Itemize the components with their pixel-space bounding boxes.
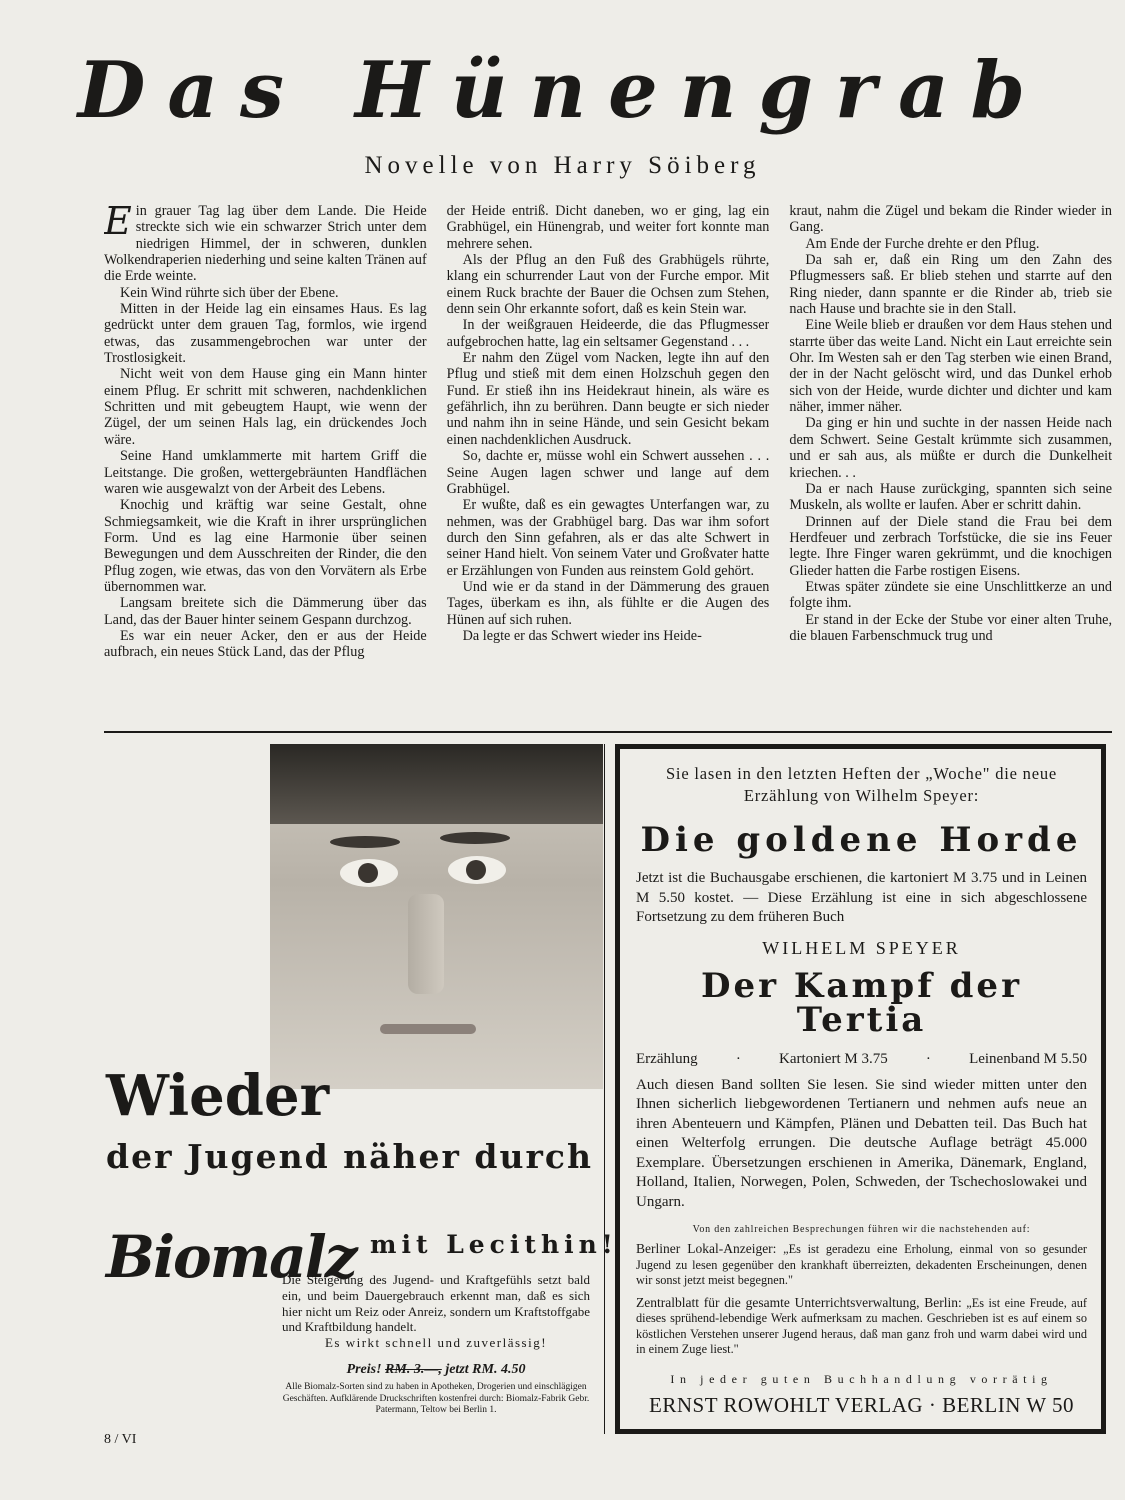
- brand-logo: Biomalz: [106, 1223, 356, 1291]
- portrait-right-eye: [448, 856, 506, 884]
- story-paragraph: Mitten in der Heide lag ein einsames Haus. Es lag gedrückt unter dem grauen Tag, formlos, wie irgend etwas, das zusammengebrochen war unter der Trostlosigkeit.: [104, 301, 427, 367]
- book-author: WILHELM SPEYER: [762, 937, 961, 958]
- book-2-price-linen: Leinenband M 5.50: [969, 1050, 1087, 1067]
- price-label: Preis!: [346, 1362, 382, 1377]
- book-title-1: Die goldene Horde: [640, 820, 1083, 860]
- ad-fineprint: Alle Biomalz-Sorten sind zu haben in Apotheken, Drogerien und einschlägigen Geschäften. Aufklärende Druckschriften kostenfrei durch: Biomalz-Fabrik Gebr. Patermann, Teltow bei Berlin 1.: [282, 1382, 590, 1415]
- publisher-name: ERNST ROWOHLT VERLAG · BERLIN W 50: [649, 1392, 1074, 1417]
- ad-headline: Wieder: [106, 1063, 330, 1129]
- book-2-text: Auch diesen Band sollten Sie lesen. Sie sind wieder mitten unter den Ihnen sicherlich liebgewordenen Tertianern und nehmen aufs neue an ihren Abenteuern und Kämpfen, Plänen und Debatten teil. Das Buch hat einen Welterfolg errungen. Die deutsche Auflage beträgt 45.000 Exemplare. Übersetzungen erschienen in Amerika, Dänemark, England, Holland, Italien, Norwegen, Polen, Schweden, der Tschechoslowakei und Ungarn.: [636, 1076, 1087, 1210]
- portrait-image: [270, 744, 603, 1089]
- story-paragraph: kraut, nahm die Zügel und bekam die Rinder wieder in Gang.: [789, 203, 1112, 236]
- book-2-details: [636, 1051, 1087, 1068]
- book-ad-intro: Sie lasen in den letzten Heften der „Woche" die neue Erzählung von Wilhelm Speyer:: [665, 764, 1058, 805]
- drop-cap: E: [104, 203, 132, 243]
- separator: ·: [925, 1050, 931, 1067]
- story-paragraph: Seine Hand umklammerte mit hartem Griff die Leitstange. Die großen, wettergebräunten Handflächen waren wie ausgewalzt von der Arbeit des Lebens.: [104, 448, 427, 497]
- story-paragraph: So, dachte er, müsse wohl ein Schwert aussehen . . . Seine Augen lagen schwer und lange auf dem Grabhügel.: [446, 448, 770, 497]
- story-paragraph: Er nahm den Zügel vom Nacken, legte ihn auf den Pflug und stieß mit dem einen Holzschuh gegen den Fund. Er stieß ihn ins Heidekraut hinein, als wäre es gefährlich, ihn zu berühren. Dann beugte er sich nieder und nahm ihn in seine Hände, und sein Gesicht bekam einen nachdenklichen Ausdruck.: [446, 350, 770, 448]
- portrait-left-brow: [330, 836, 400, 848]
- story-paragraph: Ein grauer Tag lag über dem Lande. Die Heide streckte sich wie ein schwarzer Strich unter dem niedrigen Himmel, der in schweren, dunklen Wolkendraperien niederhing und seine kalten Tränen auf die Erde weinte.: [104, 203, 427, 285]
- story-paragraph: Er stand in der Ecke der Stube vor einer alten Truhe, die blauen Farbenschmuck trug und: [789, 611, 1112, 644]
- story-paragraph: Es war ein neuer Acker, den er aus der Heide aufbrach, ein neues Stück Land, das der Pflug: [104, 627, 427, 661]
- page-number: 8 / VI: [104, 1432, 137, 1447]
- portrait-right-brow: [440, 832, 510, 844]
- ad-subheadline: der Jugend näher durch: [106, 1137, 593, 1176]
- book-1-text: Jetzt ist die Buchausgabe erschienen, die kartoniert M 3.75 und in Leinen M 5.50 kostet. — Diese Erzählung ist eine in sich abgeschlossene Fortsetzung zu dem früheren Buch: [636, 870, 1087, 925]
- book-title-2: Der Kampf der Tertia: [701, 965, 1022, 1040]
- story-paragraph: Etwas später zündete sie eine Unschlittkerze an und folgte ihm.: [789, 578, 1112, 612]
- separator: ·: [735, 1050, 741, 1067]
- portrait-left-eye: [340, 859, 398, 887]
- article-subtitle: Novelle von Harry Söiberg: [364, 152, 761, 179]
- review-1-text: „Es ist geradezu eine Erholung, einmal von so gesunder Jugend zu lesen gegenüber den krankhaft überreizten, dekadenten Erscheinungen, denen wir sonst jetzt meist begegnen.": [636, 1242, 1087, 1287]
- portrait-mouth: [380, 1024, 476, 1034]
- story-paragraph: Eine Weile blieb er draußen vor dem Haus stehen und starrte über das weite Land. Nicht ein Laut erreichte sein Ohr. Im Westen sah er den Tag sterben wie einen Brand, der in der Nacht gelöscht wird, und das Dunkel erhob sich von der Heide, wurde dichter und dichter und kam näher, immer näher.: [789, 317, 1112, 416]
- story-paragraph: Langsam breitete sich die Dämmerung über das Land, das der Bauer hinter seinem Gespann durchzog.: [104, 595, 427, 628]
- story-column-1: [104, 203, 427, 719]
- review-2-text: „Es ist eine Freude, auf dieses sprühend-lebendige Werk aufmerksam zu machen. Geschrieben ist es auf einem so köstlichen Verstehen unserer Jugend heraus, daß man ganz froh und warm dabei wird und in einem Zuge liest.": [636, 1295, 1087, 1356]
- book-advertisement: [615, 744, 1106, 1434]
- price-new: jetzt RM. 4.50: [445, 1362, 526, 1377]
- availability-note: In jeder guten Buchhandlung vorrätig: [670, 1371, 1053, 1386]
- story-paragraph: Kein Wind rührte sich über der Ebene.: [120, 284, 339, 301]
- price-old: RM. 3.—,: [385, 1362, 442, 1377]
- portrait-hair: [270, 744, 603, 824]
- ad-body-claim: Es wirkt schnell und zuverlässig!: [324, 1335, 548, 1351]
- story-paragraph: Er wußte, daß es ein gewagtes Unterfangen war, zu nehmen, was der Grabhügel barg. Das war ihm sofort durch den Sinn gefahren, als er das alte Schwert in seiner Hand hielt. Von seinem Vater und Großvater hatte er Erzählungen von Funden aus reinstem Gold gehört.: [446, 497, 770, 579]
- book-2-price-paper: Kartoniert M 3.75: [778, 1050, 888, 1067]
- story-paragraph: Drinnen auf der Diele stand die Frau bei dem Herdfeuer und zerbrach Torfstücke, die sie ins Feuer legte. Ihre Finger waren gekrümmt, und die knochigen Glieder hatten die Farbe rostigen Eisens.: [789, 513, 1112, 579]
- review-1-source: Berliner Lokal-Anzeiger:: [636, 1241, 777, 1256]
- story-paragraph: Knochig und kräftig war seine Gestalt, ohne Schmiegsamkeit, wie die Kraft in ihrer ursprünglichen Form. Und es lag eine Harmonie über seinen Bewegungen und dem Ausschreiten der Rinder, die den Pflug zogen, wie etwas, das von den Vorvätern als Erbe übernommen war.: [104, 497, 427, 595]
- story-paragraph: Da er nach Hause zurückging, spannten sich seine Muskeln, als wollte er laufen. Aber er schritt dahin.: [789, 480, 1112, 514]
- story-paragraph: Da sah er, daß ein Ring um den Zahn des Pflugmessers saß. Er blieb stehen und starrte auf den Ring nieder, dann spannte er die Rinder ab, trieb sie nach Hause und brachte sie in den Stall.: [789, 252, 1112, 318]
- portrait-nose: [408, 894, 444, 994]
- review-2-source: Zentralblatt für die gesamte Unterrichtsverwaltung, Berlin:: [636, 1294, 962, 1310]
- story-paragraph: Als der Pflug an den Fuß des Grabhügels rührte, klang ein schurrender Laut von der Furche empor. Mit einem Ruck brachte der Bauer die Ochsen zum Stehen, denn sein Ohr erkannte sofort, daß es kein Stein war.: [446, 252, 770, 318]
- ad-body: [282, 1272, 590, 1351]
- story-columns: [104, 203, 1112, 719]
- book-2-genre: Erzählung: [636, 1050, 698, 1067]
- story-paragraph: Da legte er das Schwert wieder ins Heide-: [462, 627, 702, 644]
- ad-price: [282, 1362, 590, 1378]
- story-paragraph: Und wie er da stand in der Dämmerung des grauen Tages, überkam es ihn, als fühlte er die Augen des Hünen auf sich ruhen.: [446, 578, 770, 628]
- article-title: Das Hünengrab: [77, 45, 1048, 136]
- review-1: [636, 1241, 1087, 1289]
- review-2: [636, 1295, 1087, 1358]
- ad-body-text: Die Steigerung des Jugend- und Kraftgefühls setzt bald ein, und beim Dauergebrauch erkennt man, daß es sich hier nicht um Reiz oder Anreiz, sondern um Kraftstoffgabe und Kraftbildung handelt.: [282, 1272, 590, 1335]
- story-paragraph: In der weißgrauen Heideerde, die das Pflugmesser aufgebrochen hatte, lag ein seltsamer Gegenstand . . .: [446, 317, 770, 350]
- story-column-3: [789, 203, 1112, 719]
- reviews-heading: Von den zahlreichen Besprechungen führen wir die nachstehenden auf:: [692, 1224, 1031, 1235]
- story-paragraph: der Heide entriß. Dicht daneben, wo er ging, lag ein Grabhügel, ein Hünengrab, und weiter fort konnte man mehrere sehen.: [446, 203, 770, 252]
- story-paragraph: Da ging er hin und suchte in der nassen Heide nach dem Schwert. Seine Gestalt krümmte sich zusammen, und er sah aus, als müßte er durch die Dunkelheit kriechen. . .: [789, 415, 1112, 481]
- story-column-2: [447, 203, 770, 719]
- vertical-divider: [604, 744, 605, 1434]
- brand-tagline: mit Lecithin!: [370, 1230, 618, 1259]
- story-paragraph: Am Ende der Furche drehte er den Pflug.: [805, 235, 1040, 252]
- horizontal-divider: [104, 731, 1112, 733]
- story-paragraph: Nicht weit von dem Hause ging ein Mann hinter einem Pflug. Er schritt mit schweren, nachdenklichen Schritten und mit gebeugtem Haupt, wie wenn der Zügel, der um seinen Hals lag, ein drückendes Joch wäre.: [104, 366, 427, 448]
